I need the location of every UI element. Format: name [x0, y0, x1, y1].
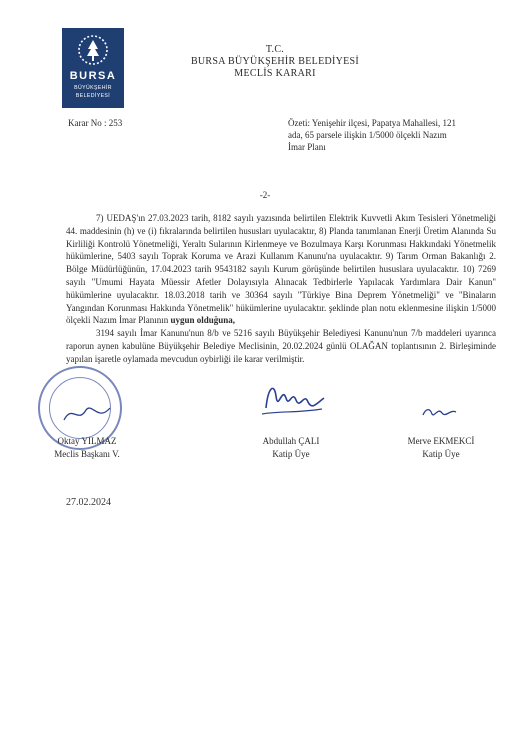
header-country: T.C.: [265, 44, 285, 55]
signature-block-clerk-2: [386, 435, 496, 461]
signature-block-chair: [32, 435, 142, 461]
signatory-name: Abdullah ÇALI: [262, 436, 320, 446]
body-paragraph-1: [66, 212, 496, 327]
decision-body: [66, 212, 496, 366]
subject-line: Özeti: Yenişehir ilçesi, Papatya Mahallesi, 121: [288, 118, 456, 128]
subject-line: İmar Planı: [288, 142, 326, 152]
logo-name: BURSA: [69, 70, 117, 82]
signature-scribble-yilmaz: [60, 398, 116, 428]
decision-number: Karar No : 253: [68, 118, 123, 128]
subject-line: ada, 65 parsele ilişkin 1/5000 ölçekli Nazım: [288, 130, 447, 140]
logo-subtitle-2: BELEDİYESİ: [75, 93, 111, 99]
signatory-name: Oktay YILMAZ: [57, 436, 117, 446]
signature-scribble-ekmekci: [420, 404, 460, 420]
signatory-name: Merve EKMEKCİ: [407, 436, 475, 446]
signature-scribble-calı: [258, 378, 328, 420]
signature-block-clerk-1: [236, 435, 346, 461]
paragraph-1-bold: uygun olduğuna,: [170, 315, 236, 326]
header-institution: BURSA BÜYÜKŞEHİR BELEDİYESİ: [190, 56, 360, 67]
body-paragraph-2: 3194 sayılı İmar Kanunu'nun 8/b ve 5216 sayılı Büyükşehir Belediyesi Kanunu'nun 7/b maddeleri uyarınca raporun aynen kabulüne Büyükşehir Belediye Meclisinin, 20.02.2024 günlü OLAĞAN toplantısının 2. Birleşiminde yapılan işaretle oylamada mevcudun oybirliği ile karar verilmiştir.: [66, 328, 496, 364]
logo-subtitle-1: BÜYÜKŞEHİR: [74, 85, 112, 91]
page-number: -2-: [259, 190, 271, 200]
signatory-title: Katip Üye: [422, 449, 460, 459]
signatory-title: Katip Üye: [272, 449, 310, 459]
document-date: 27.02.2024: [66, 497, 111, 508]
paragraph-1-text: 7) UEDAŞ'ın 27.03.2023 tarih, 8182 sayılı yazısında belirtilen Elektrik Kuvvetli Akım Tesisleri Yönetmeliği 44. maddesinin (h) ve (i) fıkralarında belirtilen hususları uyulacaktır, 8) Planda tanımlanan Enerji Üretim Alanında Su Kirliliği Kontrolü Yönetmeliği, Yeraltı Sularının Kirlenmeye ve Bozulmaya Karşı Korunması Hakkındaki Yönetmelik hükümlerine, 5403 sayılı Toprak Koruma ve Arazi Kullanım Kanunu'na uyulacaktır. 9) Tarım Orman Bakanlığı 2. Bölge Müdürlüğünün, 17.04.2023 tarih 9543182 sayılı Kurum görüşünde belirtilen hususlara uyulacaktır. 10) 7269 sayılı "Umumi Hayata Müessir Afetler Dolayısıyla Alınacak Tedbirlerle Yapılacak Yardımlara Dair Kanun" hükümlerine uyulacaktır. 18.03.2018 tarih ve 30364 sayılı "Türkiye Bina Deprem Yönetmeliği" ve "Binaların Yangından Korunması Hakkında Yönetmelik" hükümlerine uyulacaktır. şeklinde plan notu eklenmesine ilişkin 1/5000 ölçekli Nazım İmar Planının: [66, 213, 496, 326]
municipality-logo: [62, 28, 124, 108]
header-doc-type: MECLİS KARARI: [234, 68, 316, 79]
subject-summary: [288, 117, 488, 153]
tree-emblem-icon: [77, 34, 109, 68]
signatory-title: Meclis Başkanı V.: [54, 449, 120, 459]
